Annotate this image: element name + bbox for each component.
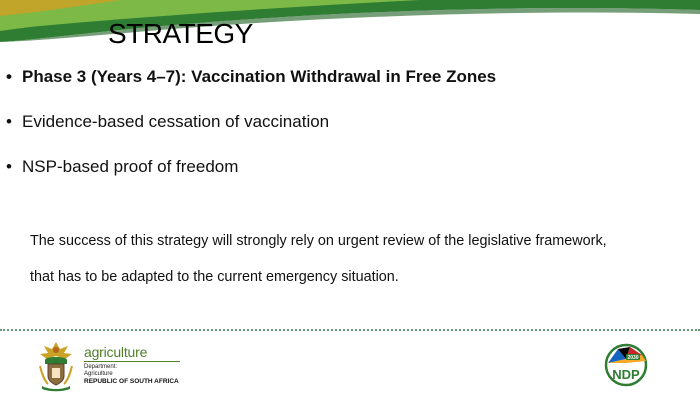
ndp-2030-logo-icon	[604, 343, 648, 387]
bullet-text: Phase 3 (Years 4–7): Vaccination Withdrawal in Free Zones	[22, 67, 497, 86]
ndp-year: 2030	[627, 355, 639, 361]
bullet-item-nsp-proof	[6, 155, 496, 179]
bullet-item-phase-3	[6, 65, 496, 89]
bullet-marker: •	[6, 112, 12, 131]
department-label: Department:	[84, 364, 118, 370]
bullet-list	[6, 65, 496, 179]
department-of-agriculture-logo	[84, 344, 184, 386]
bullet-text: Evidence-based cessation of vaccination	[22, 112, 330, 131]
department-name: Agriculture	[84, 371, 113, 377]
bullet-marker: •	[6, 67, 12, 86]
bullet-item-evidence-cessation	[6, 110, 496, 134]
footer-divider	[0, 329, 700, 331]
ndp-wordmark: NDP	[612, 367, 640, 382]
note-line-1: The success of this strategy will strongly rely on urgent review of the legislative framework,	[30, 233, 607, 249]
agriculture-wordmark: agriculture	[84, 344, 148, 360]
country-name: REPUBLIC OF SOUTH AFRICA	[84, 378, 179, 385]
strategy-note	[30, 223, 692, 295]
bullet-text: NSP-based proof of freedom	[22, 157, 239, 176]
bullet-marker: •	[6, 157, 12, 176]
slide-title: STRATEGY	[108, 18, 253, 49]
decorative-top-band	[0, 0, 700, 42]
note-line-2: that has to be adapted to the current emergency situation.	[30, 269, 399, 285]
south-africa-coat-of-arms-icon	[36, 340, 76, 392]
wordmark-underline	[84, 361, 180, 362]
